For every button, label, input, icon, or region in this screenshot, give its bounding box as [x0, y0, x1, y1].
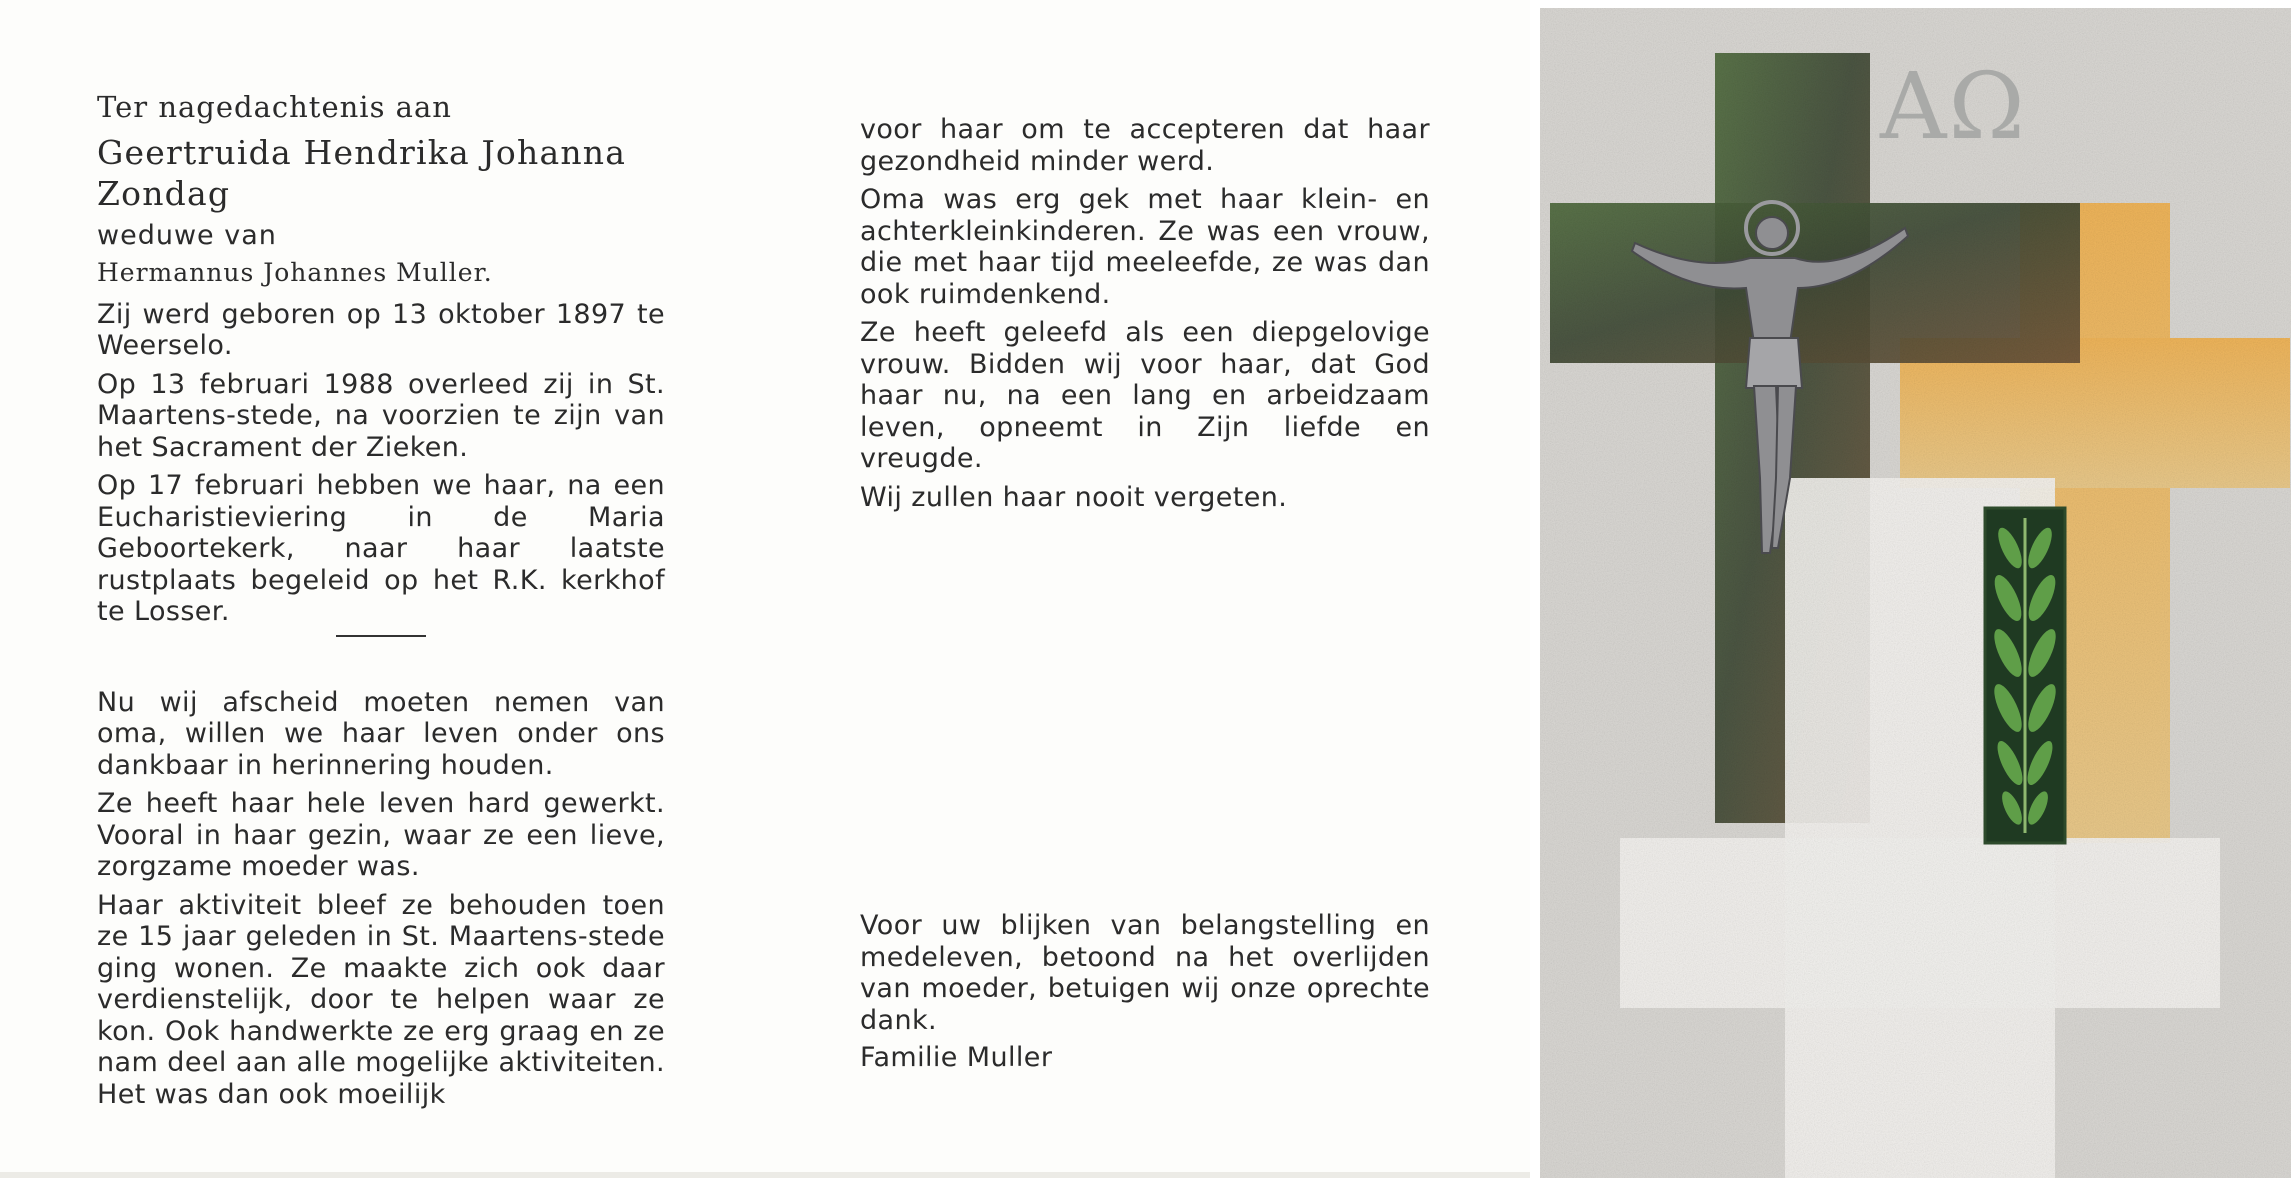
signature: Familie Muller — [860, 1042, 1053, 1073]
deceased-name-line2: Zondag — [97, 173, 231, 213]
card-bottom-edge — [0, 1172, 1530, 1178]
paragraph-never-forget: Wij zullen haar nooit vergeten. — [860, 481, 1288, 513]
alpha-omega-symbol: AΩ — [1880, 53, 2027, 160]
thanks-block — [860, 910, 1430, 1074]
paragraph-farewell: Nu wij afscheid moeten nemen van oma, willen we haar leven onder ons dankbaar in herinnering houden. — [97, 686, 665, 781]
left-column — [97, 92, 665, 1117]
thanks-text: Voor uw blijken van belangstelling en medeleven, betoond na het overlijden van moeder, betuigen wij onze oprechte dank. — [860, 910, 1430, 1036]
paragraph-activity: Haar aktiviteit bleef ze behouden toen ze 15 jaar geleden in St. Maartens-stede ging wonen. Ze maakte zich ook daar verdienstelijk, door te helpen waar ze kon. Ook handwerkte ze erg graag en ze nam deel aan alle mogelijke aktiviteiten. Het was dan ook moeilijk — [97, 889, 665, 1110]
crucifix-artwork — [1540, 8, 2291, 1178]
right-column — [860, 114, 1430, 520]
paragraph-funeral: Op 17 februari hebben we haar, na een Eucharistieviering in de Maria Geboortekerk, naar haar laatste rustplaats begeleid op het R.K. kerkhof te Losser. — [97, 470, 665, 627]
paragraph-death: Op 13 februari 1988 overleed zij in St. Maartens-stede, na voorzien te zijn van het Sacrament der Zieken. — [97, 368, 665, 463]
paragraph-grandchildren: Oma was erg gek met haar klein- en achterkleinkinderen. Ze was een vrouw, die met haar tijd meeleefde, ze was dan ook ruimdenkend. — [860, 184, 1430, 310]
deceased-name-line1: Geertruida Hendrika Johanna — [97, 132, 627, 172]
intro-text: Ter nagedachtenis aan — [97, 90, 452, 124]
husband-name: Hermannus Johannes Muller. — [97, 258, 493, 287]
paragraph-faith: Ze heeft geleefd als een diepgelovige vrouw. Bidden wij voor haar, dat God haar nu, na een lang en arbeidzaam leven, opneemt in Zijn liefde en vreugde. — [860, 317, 1430, 474]
paragraph-hard-work: Ze heeft haar hele leven hard gewerkt. Vooral in haar gezin, waar ze een lieve, zorgzame moeder was. — [97, 788, 665, 882]
palm-branch-icon — [1985, 508, 2065, 843]
divider — [336, 635, 426, 637]
widow-of-label: weduwe van — [97, 219, 277, 251]
paragraph-health: voor haar om te accepteren dat haar gezondheid minder werd. — [860, 114, 1430, 177]
paragraph-birth: Zij werd geboren op 13 oktober 1897 te Weerselo. — [97, 298, 665, 361]
